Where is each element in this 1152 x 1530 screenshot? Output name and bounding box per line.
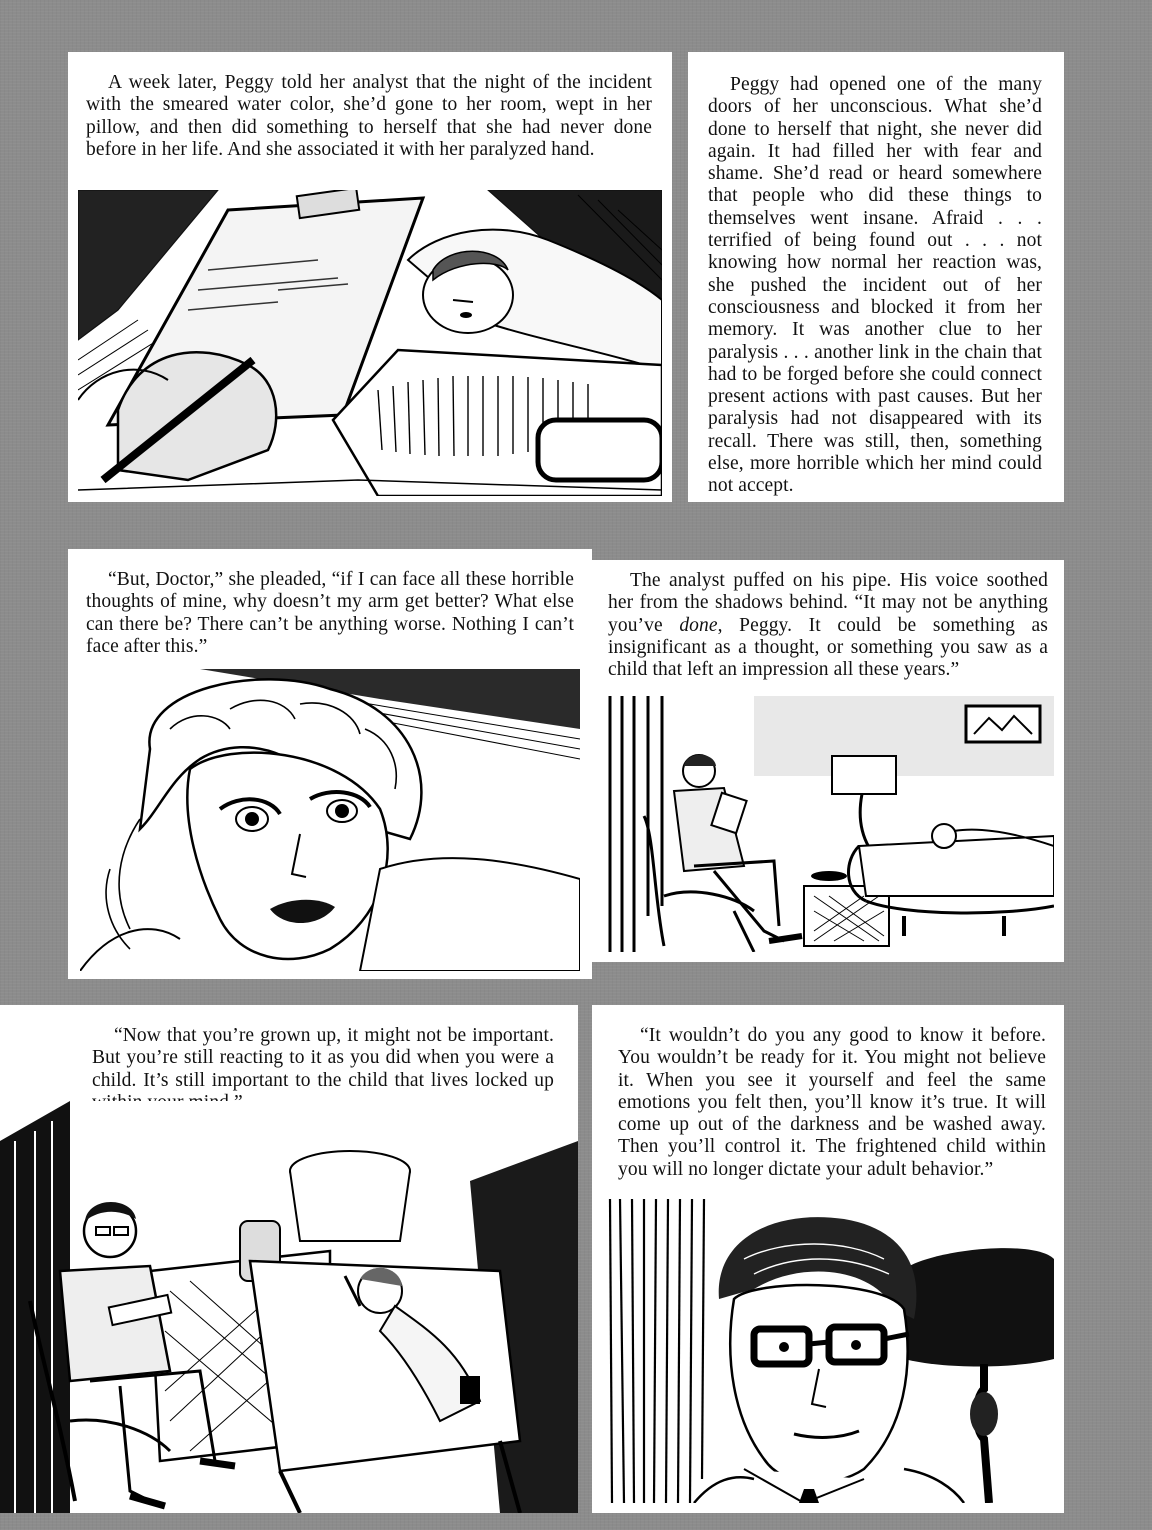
panel-6-caption	[618, 1025, 1046, 1181]
panel-2-caption	[708, 74, 1042, 498]
panel-1-illustration	[78, 190, 662, 496]
panel-5-illustration	[0, 1101, 578, 1513]
panel-1	[68, 52, 672, 502]
panel-2-paragraph: Peggy had opened one of the many doors of her unconscious. What she’d done to herself that night, she never did again. It had filled her with fear and shame. She’d read or heard somewhere that people who did these things to themselves went insane. Afraid . . . terrified of being found out . . . not knowing how normal her reaction was, she pushed the incident out of her consciousness and blocked it from her memory. It was another clue to her paralysis . . . another link in the chain that had to be forged before she could connect present actions with past causes. But her paralysis had not disappeared with its recall. There was still, then, something else, more horrible which her mind could not accept.	[708, 74, 1042, 497]
panel-4-illustration	[604, 696, 1054, 952]
panel-4-caption	[608, 570, 1048, 681]
panel-1-caption	[86, 72, 652, 161]
panel-5-paragraph-1: “Now that you’re grown up, it might not be important. But you’re still reacting to it as you did when you were a child. It’s still important to the child that lives locked up	[92, 1025, 554, 1091]
panel-5	[0, 1005, 578, 1513]
panel-3-caption	[86, 569, 574, 658]
panel-3-paragraph: “But, Doctor,” she pleaded, “if I can face all these horrible thoughts of mine, why doesn’t my arm get better? What else can there be? There can’t be anything worse. Nothing I can’t face after this.”	[86, 569, 574, 657]
panel-6-paragraph: “It wouldn’t do you any good to know it before. You wouldn’t be ready for it. You might not believe it. When you see it yourself and feel the same emotions you felt then, you’ll know it’s true. It will come up out of the darkness and be washed away. Then you’ll control it. The frightened child within you will no longer dictate your adult behavior.”	[618, 1025, 1046, 1180]
panel-6	[592, 1005, 1064, 1513]
panel-6-illustration	[604, 1199, 1054, 1503]
panel-4	[592, 560, 1064, 962]
panel-3	[68, 549, 592, 979]
panel-1-paragraph: A week later, Peggy told her analyst that the night of the incident with the smeared water color, she’d gone to her room, wept in her pillow, and then did something to herself that she had never done before in her life. And she associated it with her paralyzed hand.	[86, 72, 652, 160]
panel-3-illustration	[80, 669, 580, 971]
panel-2	[688, 52, 1064, 502]
panel-4-paragraph: The analyst puffed on his pipe. His voice soothed her from the shadows behind. “It may not be anything you’ve done, Peggy. It could be something as insignificant as a thought, or something you saw as a child that left an impression all these years.”	[608, 570, 1048, 681]
